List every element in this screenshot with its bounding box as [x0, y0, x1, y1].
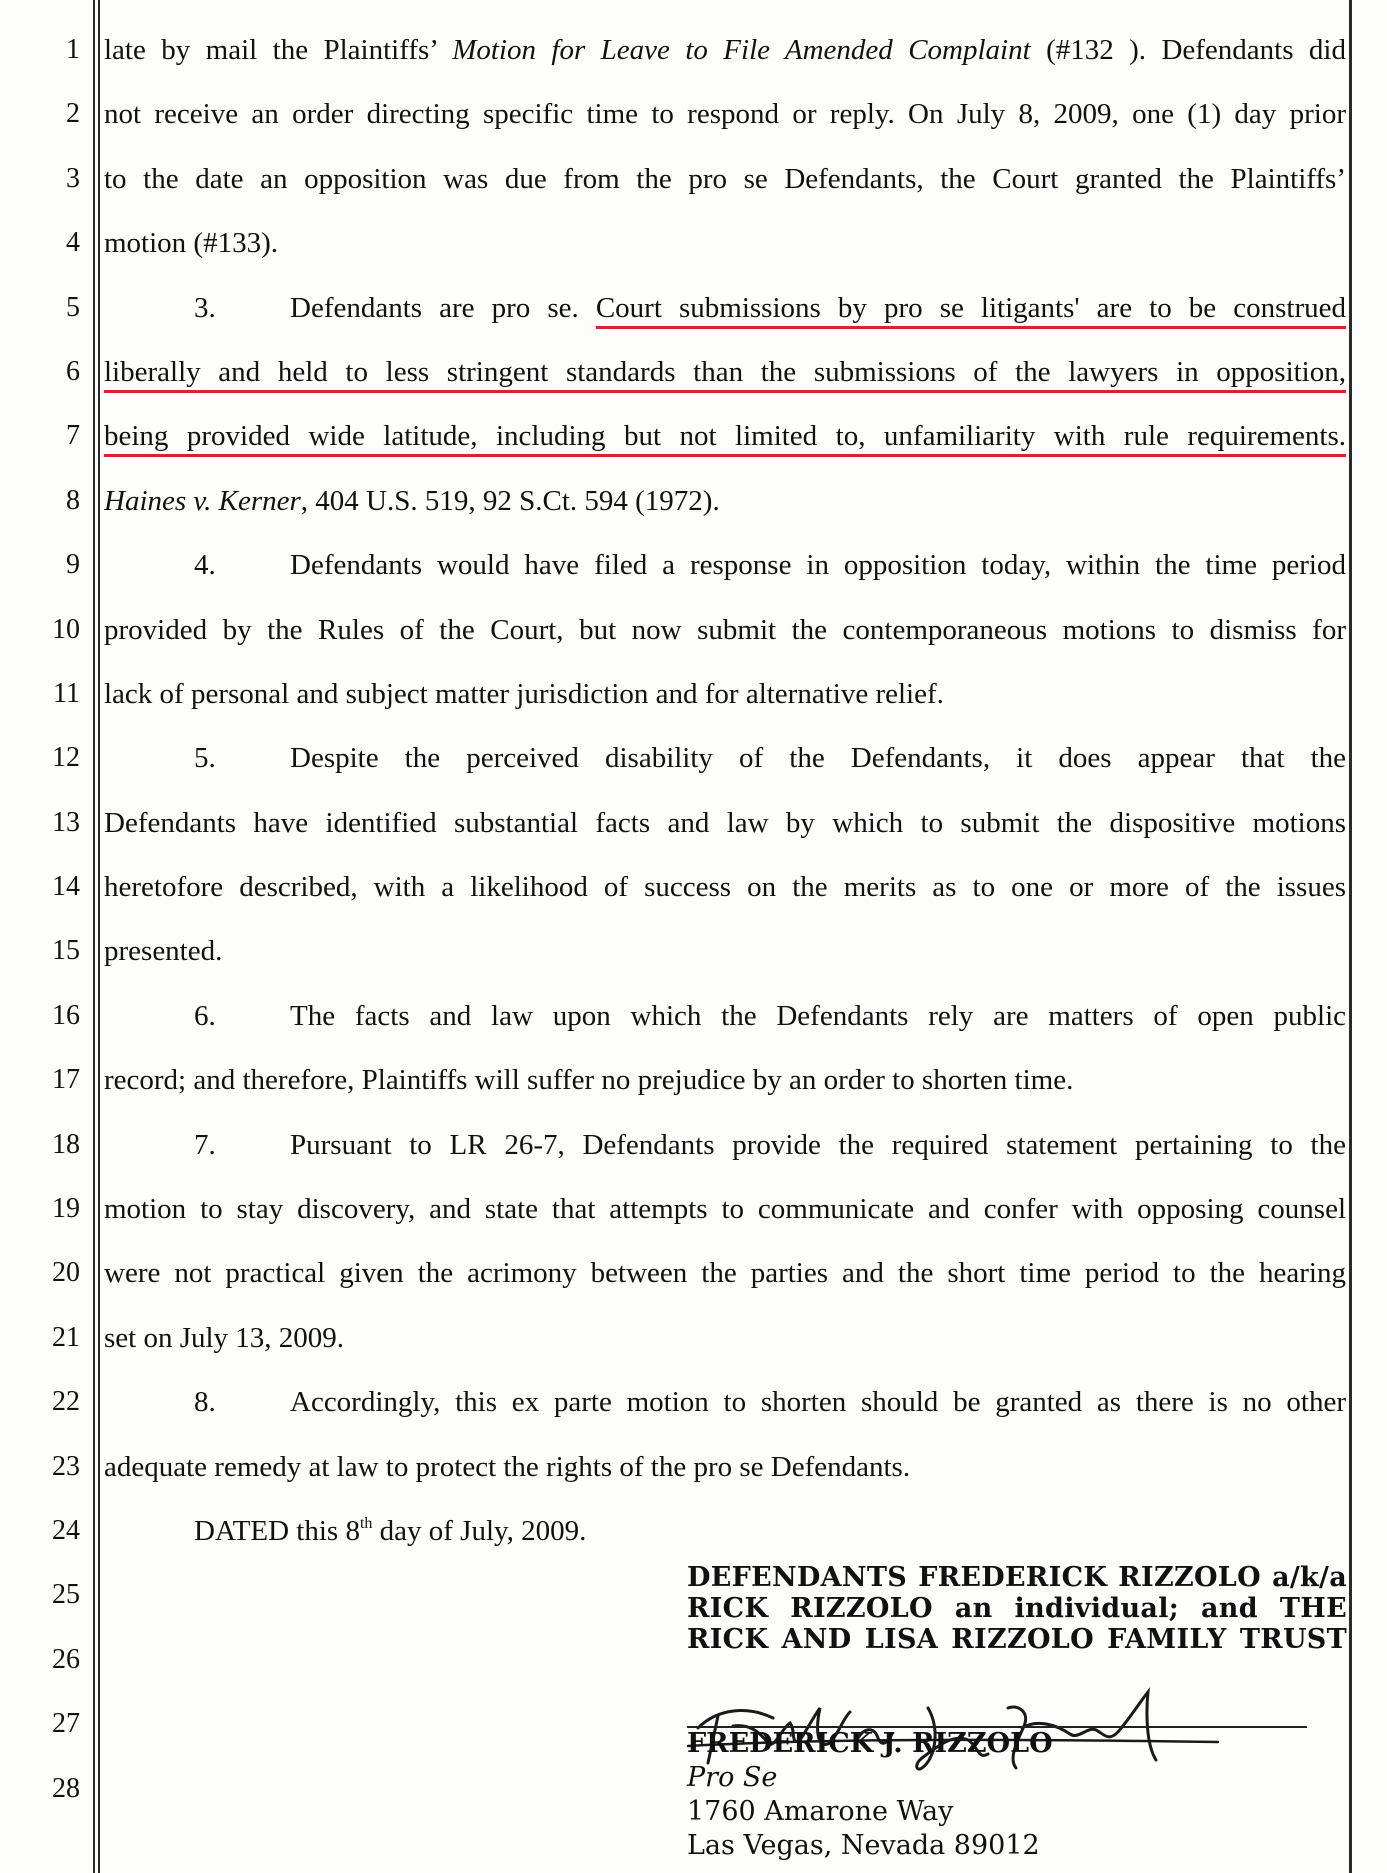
underlined-passage: Court submissions by pro se litigants' are to be construed [595, 291, 1346, 324]
signing-party: DEFENDANTS FREDERICK RIZZOLO a/k/a RICK RIZZOLO an individual; and THE RICK AND LISA RIZZOLO FAMILY TRUST [687, 1562, 1347, 1655]
line-number: 18 [52, 1128, 80, 1160]
paragraph-7-first-line: 7. Pursuant to LR 26-7, Defendants provide the required statement pertaining to the [104, 1113, 1346, 1177]
signer-name: FREDERICK J. RIZZOLO [687, 1728, 1053, 1759]
line-number: 4 [66, 227, 80, 259]
line-number: 8 [66, 484, 80, 516]
text-line: Haines v. Kerner, 404 U.S. 519, 92 S.Ct. 594 (1972). [104, 484, 720, 517]
text-line: to the date an opposition was due from the pro se Defendants, the Court granted the Plaintiffs’ [104, 162, 1346, 195]
paragraph-number: 7. [194, 1128, 216, 1161]
paragraph-5-first-line: 5. Despite the perceived disability of the Defendants, it does appear that the [104, 726, 1346, 790]
margin-rule-left-inner [98, 0, 100, 1873]
paragraph-number: 5. [194, 742, 216, 775]
text-line: provided by the Rules of the Court, but now submit the contemporaneous motions to dismiss for [104, 613, 1346, 646]
line-number-column [0, 18, 86, 1821]
line-number: 7 [66, 420, 80, 452]
text-line [104, 404, 1346, 468]
line-number: 10 [52, 613, 80, 645]
line-number: 3 [66, 162, 80, 194]
underlined-passage: liberally and held to less stringent standards than the submissions of the lawyers in opposition, [104, 355, 1346, 388]
dated-line: DATED this 8th day of July, 2009. [194, 1514, 587, 1547]
line-number: 5 [66, 291, 80, 323]
text-line [104, 340, 1346, 404]
line-number: 12 [52, 742, 80, 774]
text-line: motion (#133). [104, 227, 278, 260]
line-number: 16 [52, 999, 80, 1031]
line-number: 2 [66, 98, 80, 130]
line-number: 17 [52, 1064, 80, 1096]
line-number: 15 [52, 935, 80, 967]
line-number: 9 [66, 549, 80, 581]
text-line: late by mail the Plaintiffs’ Motion for Leave to File Amended Complaint (#132 ). Defendants did [104, 34, 1346, 66]
line-number: 6 [66, 355, 80, 387]
text-line: adequate remedy at law to protect the rights of the pro se Defendants. [104, 1450, 911, 1483]
text-line: set on July 13, 2009. [104, 1321, 345, 1354]
text-line: record; and therefore, Plaintiffs will suffer no prejudice by an order to shorten time. [104, 1064, 1074, 1097]
document-body [104, 18, 1346, 1563]
line-number: 13 [52, 806, 80, 838]
margin-rule-right [1349, 0, 1352, 1873]
line-number: 20 [52, 1257, 80, 1289]
paragraph-3-first-line: 3. Defendants are pro se. Court submissions by pro se litigants' are to be construed [104, 276, 1346, 340]
signer-address-city: Las Vegas, Nevada 89012 [687, 1830, 1040, 1861]
paragraph-number: 8. [194, 1386, 216, 1419]
text-line: motion to stay discovery, and state that attempts to communicate and confer with opposing counsel [104, 1193, 1346, 1226]
paragraph-6-first-line: 6. The facts and law upon which the Defendants rely are matters of open public [104, 984, 1346, 1048]
line-number: 11 [53, 677, 80, 709]
margin-rule-left-outer [93, 0, 95, 1873]
paragraph-number: 3. [194, 291, 216, 324]
paragraph-4-first-line: 4. Defendants would have filed a response in opposition today, within the time period [104, 533, 1346, 597]
paragraph-8-first-line: 8. Accordingly, this ex parte motion to shorten should be granted as there is no other [104, 1370, 1346, 1434]
line-number: 22 [52, 1386, 80, 1418]
text-line: lack of personal and subject matter jurisdiction and for alternative relief. [104, 677, 944, 710]
text-line: heretofore described, with a likelihood of success on the merits as to one or more of the issues [104, 871, 1346, 904]
motion-title: Motion for Leave to File Amended Complaint [452, 34, 1031, 66]
paragraph-number: 6. [194, 999, 216, 1032]
text-line: were not practical given the acrimony between the parties and the short time period to the hearing [104, 1257, 1346, 1290]
signature-block [687, 1562, 1347, 1655]
line-number: 24 [52, 1514, 80, 1546]
line-number: 1 [66, 34, 80, 65]
signer-role: Pro Se [687, 1762, 778, 1793]
text-line: Defendants have identified substantial facts and law by which to submit the dispositive motions [104, 806, 1346, 839]
text-line: not receive an order directing specific time to respond or reply. On July 8, 2009, one (1) day prior [104, 98, 1346, 131]
line-number: 14 [52, 871, 80, 903]
line-number: 23 [52, 1450, 80, 1482]
line-number: 28 [52, 1772, 80, 1804]
text-line: presented. [104, 935, 223, 968]
line-number: 19 [52, 1193, 80, 1225]
line-number: 21 [52, 1321, 80, 1353]
signer-address-street: 1760 Amarone Way [687, 1796, 954, 1827]
paragraph-number: 4. [194, 549, 216, 582]
line-number: 27 [52, 1708, 80, 1740]
line-number: 26 [52, 1643, 80, 1675]
line-number: 25 [52, 1579, 80, 1611]
underlined-passage: being provided wide latitude, including but not limited to, unfamiliarity with rule requirements. [104, 420, 1346, 453]
case-citation-name: Haines v. Kerner [104, 484, 301, 517]
